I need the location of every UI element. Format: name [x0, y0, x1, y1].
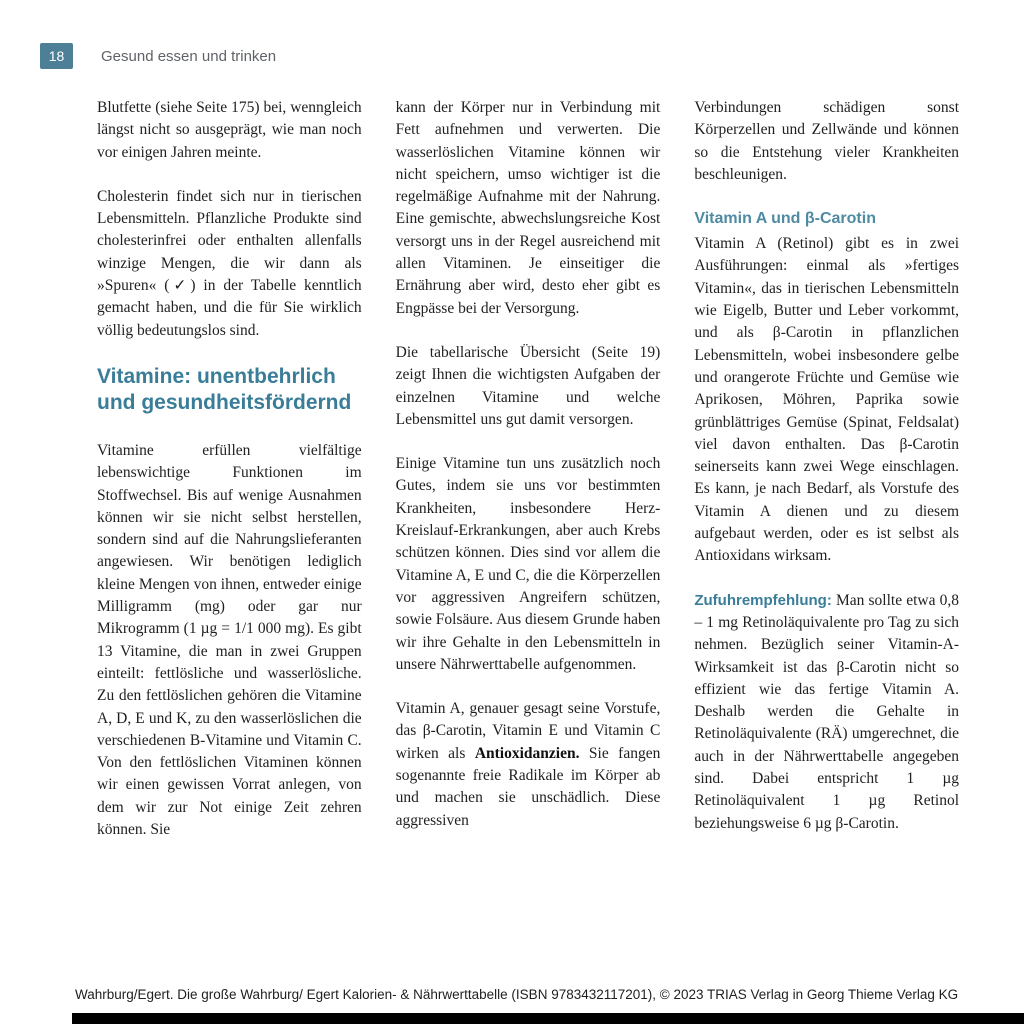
bottom-edge-bar [72, 1013, 1024, 1024]
paragraph: Einige Vitamine tun uns zusätzlich noch Gutes, indem sie uns vor bestimmten Krankheiten, insbesondere Herz-Kreislauf-Erkrankungen, aber auch Krebs schützen können. Dies sind vor allem die Vitamine A, E und C, die die Körperzellen vor aggressiven Angreifern schützen, sowie Folsäure. Aus diesem Grunde haben wir ihre Gehalte in den Lebensmitteln in unsere Nährwerttabelle aufgenommen. [395, 455, 661, 673]
paragraph: Vitamin A (Retinol) gibt es in zwei Ausführungen: einmal als »fertiges Vitamin«, das in tierischen Lebensmitteln wie Eigelb, Butter und Leber vorkommt, und als β-Carotin in pflanzlichen Lebensmitteln, wobei insbesondere gelbe und orangerote Früchte und Gemüse wie Aprikosen, Möhren, Paprika sowie grünblättriges Gemüse (Spinat, Feldsalat) viel davon enthalten. Das β-Carotin seinerseits kann zwei Wege einschlagen. Es kann, je nach Bedarf, als Vorstufe des Vitamin A dienen und zu diesem aufgebaut werden, oder es ist selbst als Antioxidans wirksam. [694, 235, 960, 565]
three-column-text-body [97, 97, 959, 863]
paragraph: Verbindungen schädigen sonst Körperzellen und Zellwände und können so die Entstehung vieler Krankheiten beschleunigen. [694, 99, 960, 183]
paragraph: Cholesterin findet sich nur in tierischen Lebensmitteln. Pflanzliche Produkte sind cholesterinfrei oder enthalten allenfalls winzige Mengen, die wir dann als »Spuren« (✓) in der Tabelle kenntlich gemacht haben, und die für Sie wirklich völlig bedeutungslos sind. [97, 187, 362, 339]
bold-term-antioxidanzien: Antioxidanzien. [474, 744, 580, 762]
column-2 [396, 97, 661, 863]
intake-recommendation-label: Zufuhrempfehlung: [694, 591, 832, 609]
text-run: Man sollte etwa 0,8 – 1 mg Retinoläquivalente pro Tag zu sich nehmen. Bezüglich seiner Vitamin-A-Wirksamkeit ist das β-Carotin nicht so effizient wie das fertige Vitamin A. Deshalb werden die Gehalte in Retinoläquivalente (RÄ) umgerechnet, die auch in der Nährwerttabelle angegeben sind. Dabei entspricht 1 µg Retinoläquivalent 1 µg Retinol beziehungsweise 6 µg β-Carotin. [694, 591, 960, 832]
section-heading: Vitamine: unentbehrlich und gesundheitsfördernd [97, 364, 352, 414]
paragraph: Blutfette (siehe Seite 175) bei, wenngleich längst nicht so ausgeprägt, wie man noch vor einigen Jahren meinte. [97, 99, 362, 161]
paragraph: Die tabellarische Übersicht (Seite 19) zeigt Ihnen die wichtigsten Aufgaben der einzelnen Vitamine und welche Lebensmittel uns gut damit versorgen. [395, 343, 661, 428]
paragraph [694, 590, 959, 835]
copyright-footer: Wahrburg/Egert. Die große Wahrburg/ Egert Kalorien- & Nährwerttabelle (ISBN 9783432117201), © 2023 TRIAS Verlag in Georg Thieme Verlag KG [75, 987, 959, 1002]
running-header-title: Gesund essen und trinken [101, 47, 277, 65]
paragraph [396, 698, 661, 832]
column-1 [97, 97, 362, 863]
page-number-badge: 18 [40, 43, 73, 69]
sub-heading-vitamin-a: Vitamin A und β-Carotin [694, 210, 876, 228]
text-run: Vitamin A, genauer gesagt seine Vorstufe, das β-Carotin, Vitamin E und Vitamin C wirken als [395, 700, 661, 762]
page-header [40, 43, 276, 69]
column-3 [694, 97, 959, 863]
paragraph: Vitamine erfüllen vielfältige lebenswichtige Funktionen im Stoffwechsel. Bis auf wenige Ausnahmen können wir sie nicht selbst herstellen, sondern sind auf die Nahrungslieferanten angewiesen. Wir benötigen lediglich kleine Mengen von ihnen, entweder einige Milligramm (mg) oder gar nur Mikrogramm (1 µg = 1/1 000 mg). Es gibt 13 Vitamine, die man in zwei Gruppen einteilt: fettlösliche und wasserlösliche. Zu den fettlöslichen gehören die Vitamine A, D, E und K, zu den wasserlöslichen die verschiedenen B-Vitamine und Vitamin C. Von den fettlöslichen Vitaminen können wir einen gewissen Vorrat anlegen, von dem wir zur Not einige Zeit zehren können. Sie [97, 441, 362, 839]
text-run: Sie fangen sogenannte freie Radikale im Körper ab und machen sie unschädlich. Diese aggressiven [395, 744, 661, 829]
paragraph: kann der Körper nur in Verbindung mit Fett aufnehmen und verwerten. Die wasserlöslichen Vitamine können wir nicht speichern, umso wichtiger ist die regelmäßige Aufnahme mit der Nahrung. Eine gemischte, abwechslungsreiche Kost versorgt uns in der Regel ausreichend mit allen Vitaminen. Je einseitiger die Ernährung aber wird, desto eher gibt es Engpässe bei der Versorgung. [395, 99, 661, 317]
